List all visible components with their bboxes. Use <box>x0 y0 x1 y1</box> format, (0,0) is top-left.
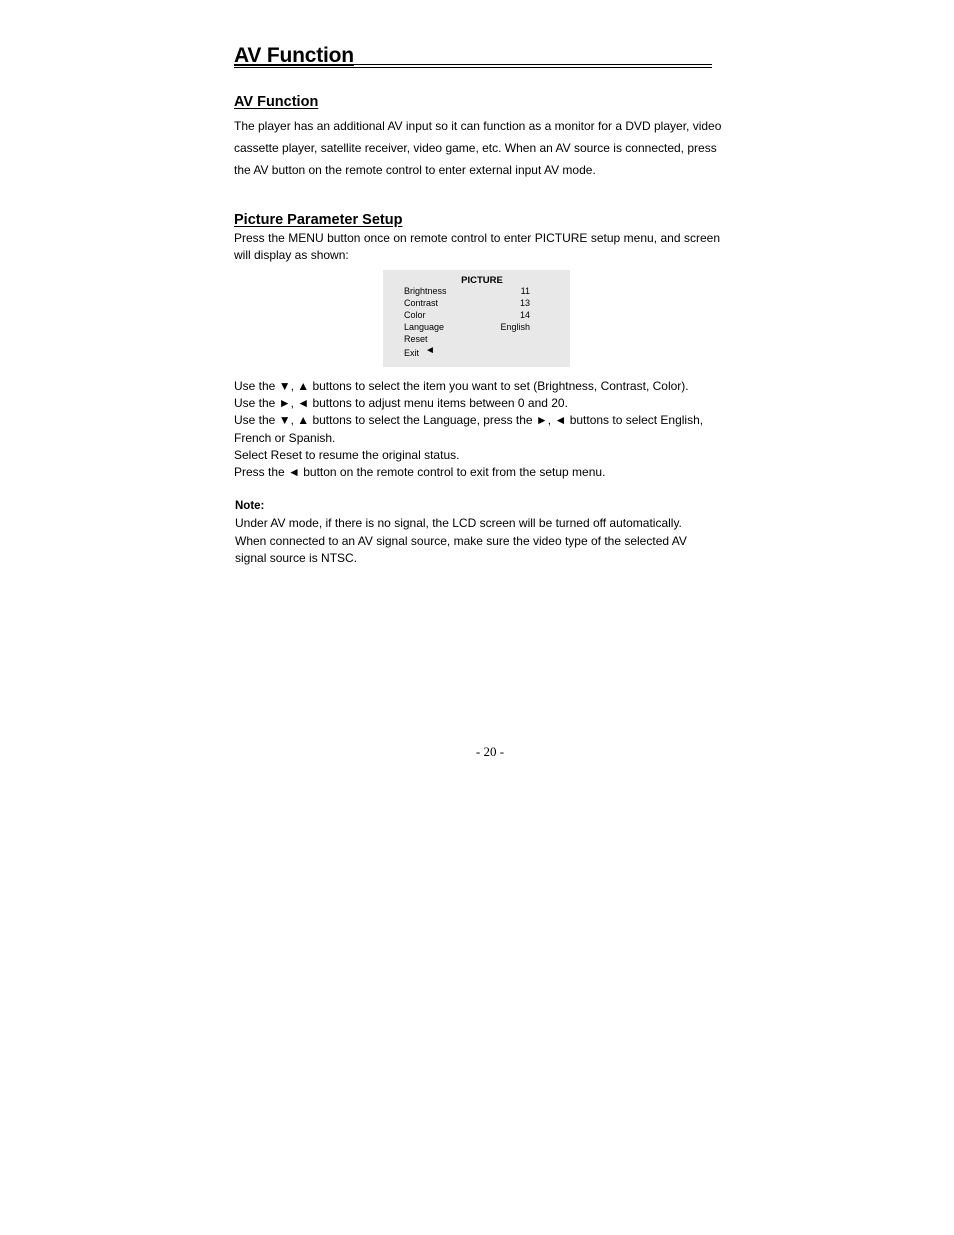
instruction-line: French or Spanish. <box>234 431 336 445</box>
osd-item-contrast-label: Contrast <box>404 298 439 308</box>
picture-setup-heading: Picture Parameter Setup <box>234 212 403 228</box>
page-title-block <box>234 44 712 68</box>
picture-setup-intro: Press the MENU button once on remote control to enter PICTURE setup menu, and screen will display as shown: <box>234 231 720 263</box>
osd-item-color-value: 14 <box>519 310 530 320</box>
osd-item-language-label: Language <box>404 322 445 332</box>
instruction-line: Use the ▼, ▲ buttons to select the Language, press the ►, ◄ buttons to select English, <box>234 413 704 427</box>
note-line: When connected to an AV signal source, make sure the video type of the selected AV <box>235 534 687 548</box>
note-line: signal source is NTSC. <box>235 551 358 565</box>
instruction-line: Use the ►, ◄ buttons to adjust menu items between 0 and 20. <box>234 396 568 410</box>
osd-item-brightness-label: Brightness <box>404 286 447 296</box>
av-function-body: The player has an additional AV input so it can function as a monitor for a DVD player, video cassette player, satellite receiver, video game, etc. When an AV source is connected, press the AV button on the remote control to enter external input AV mode. <box>234 119 722 177</box>
title-rule <box>234 64 712 65</box>
instruction-line: Select Reset to resume the original status. <box>234 448 460 462</box>
page-title: AV Function <box>234 44 354 67</box>
osd-item-color-label: Color <box>404 310 426 320</box>
osd-item-brightness-value: 11 <box>520 286 530 296</box>
av-function-heading: AV Function <box>234 94 319 110</box>
page-number: - 20 - <box>475 744 505 759</box>
osd-item-reset-label: Reset <box>404 334 428 344</box>
note-title: Note: <box>235 500 265 512</box>
title-rule-double <box>234 67 712 68</box>
osd-item-contrast-value: 13 <box>519 298 530 308</box>
picture-osd-menu <box>383 270 570 367</box>
instruction-line: Press the ◄ button on the remote control to exit from the setup menu. <box>234 465 606 479</box>
note-line: Under AV mode, if there is no signal, the LCD screen will be turned off automatically. <box>235 516 682 530</box>
left-arrow-icon: ◄ <box>425 345 435 356</box>
osd-menu-title: PICTURE <box>461 275 503 286</box>
osd-item-exit-label: Exit <box>404 348 420 358</box>
instruction-line: Use the ▼, ▲ buttons to select the item you want to set (Brightness, Contrast, Color). <box>234 379 689 393</box>
osd-item-language-value: English <box>500 322 530 332</box>
